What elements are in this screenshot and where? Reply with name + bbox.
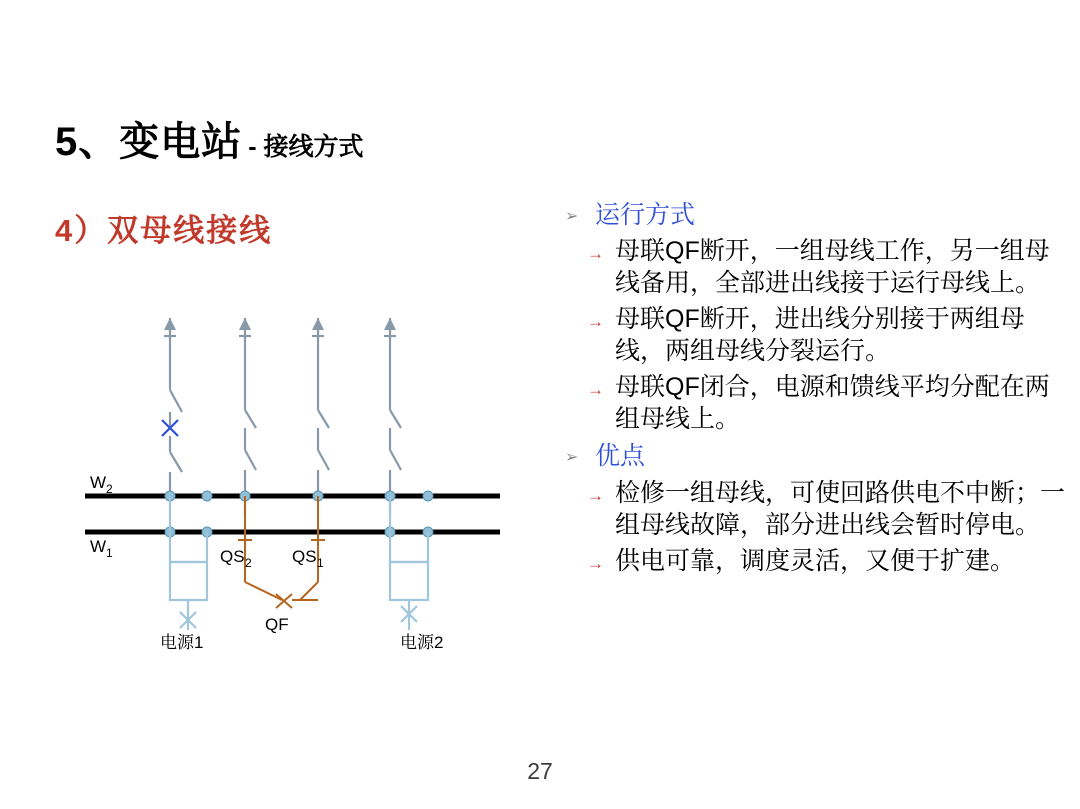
section-heading (565, 200, 1065, 231)
svg-text:1: 1 (106, 546, 113, 560)
svg-text:2: 2 (106, 482, 113, 496)
list-item (565, 235, 1065, 299)
label-qs2: QS (220, 547, 245, 566)
label-w2: W (90, 473, 107, 492)
section-heading (565, 441, 1065, 472)
section-heading-label: 运行方式 (595, 201, 696, 229)
label-w1: W (90, 537, 107, 556)
arrow-icon: → (587, 244, 604, 264)
section-heading-label: 优点 (595, 442, 646, 471)
arrow-icon: → (587, 380, 604, 400)
list-item-label: 供电可靠，调度灵活，又便于扩建。 (615, 546, 1016, 575)
svg-text:2: 2 (245, 556, 252, 570)
page-number: 27 (527, 758, 553, 784)
list-item-label: 母联QF断开，一组母线工作，另一组母线备用，全部进出线接于运行母线上。 (615, 237, 1050, 298)
arrow-icon: → (587, 485, 604, 505)
double-busbar-diagram (60, 300, 530, 700)
list-item (565, 477, 1065, 541)
list-item (565, 545, 1065, 577)
list-marker-icon: ➢ (565, 208, 579, 225)
svg-text:1: 1 (317, 556, 324, 570)
section-advantages (565, 441, 1065, 576)
list-item-label: 母联QF断开，进出线分别接于两组母线，两组母线分裂运行。 (615, 305, 1025, 366)
label-source2: 电源2 (400, 633, 444, 652)
list-item (565, 371, 1065, 435)
arrow-icon: → (587, 553, 604, 573)
sub-heading: 4）双母线接线 (55, 213, 273, 248)
label-qf: QF (265, 615, 289, 634)
section-operation-modes (565, 200, 1065, 435)
label-qs1: QS (292, 547, 317, 566)
page-title-sub: - 接线方式 (248, 133, 364, 161)
arrow-icon: → (587, 312, 604, 332)
list-item-label: 母联QF闭合，电源和馈线平均分配在两组母线上。 (615, 373, 1050, 434)
page-title (55, 110, 364, 167)
list-marker-icon: ➢ (565, 449, 579, 467)
page-title-main: 5、变电站 (55, 120, 243, 164)
content-column (565, 200, 1065, 583)
list-item-label: 检修一组母线，可使回路供电不中断；一组母线故障，部分进出线会暂时停电。 (615, 478, 1066, 539)
list-item (565, 303, 1065, 367)
label-source1: 电源1 (160, 633, 204, 652)
